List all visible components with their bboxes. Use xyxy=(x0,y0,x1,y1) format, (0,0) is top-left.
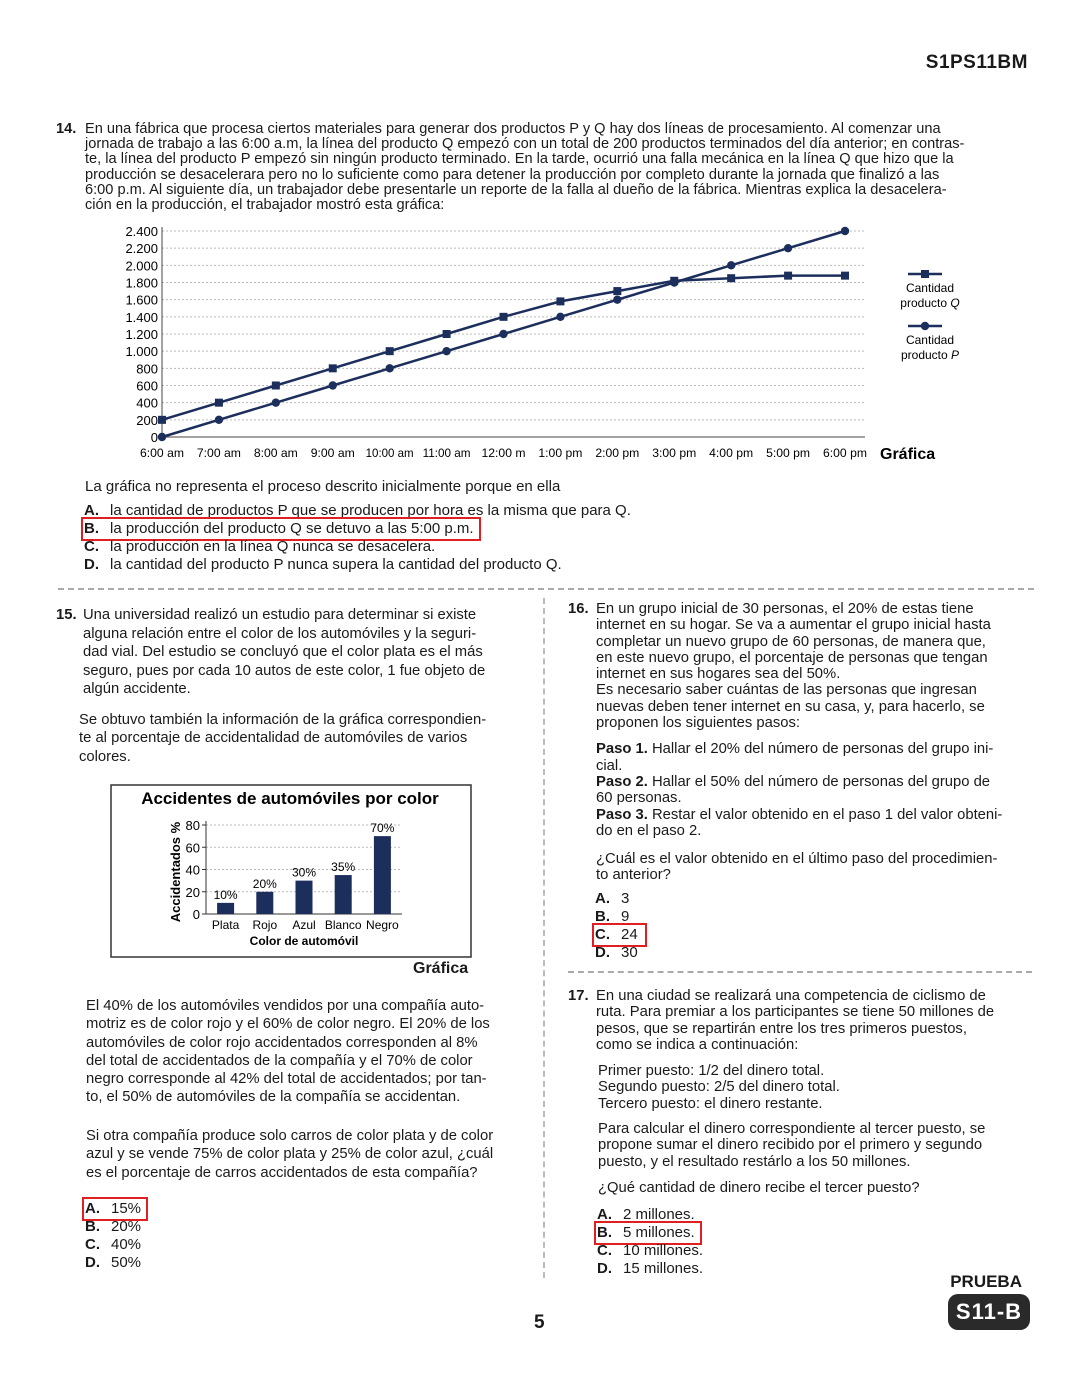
q14-text-line: 6:00 p.m. Al siguiente día, un trabajador debe presentarle un reporte de la falla al dueño de la fábrica. Mientras explica la desacelera- xyxy=(85,181,947,198)
option-text: la cantidad de productos P que se producen por hora es la misma que para Q. xyxy=(110,502,631,519)
q16-steps xyxy=(596,741,1034,839)
bar-value-label: 70% xyxy=(370,821,395,836)
legend-label: Cantidad xyxy=(905,333,955,347)
y-tick-label: 1.800 xyxy=(125,275,158,291)
option-letter: D. xyxy=(85,1254,100,1271)
q14-text-line: jornada de trabajo a las 6:00 a.m, la línea del producto Q empezó con un total de 200 productos terminados del día anterior; en contras- xyxy=(85,136,965,153)
bar-rojo xyxy=(256,892,273,914)
series-line-q xyxy=(162,276,845,420)
text-line: Para calcular el dinero correspondiente al tercer puesto, se xyxy=(598,1121,986,1138)
q16-paragraph-1 xyxy=(596,601,1034,731)
option-letter: A. xyxy=(85,1200,100,1217)
x-tick-label: 1:00 pm xyxy=(538,446,583,460)
text-line: negro corresponde al 42% del total de accidentados; por tan- xyxy=(86,1071,487,1088)
text-line: to, el 50% de automóviles de la compañía se accidentan. xyxy=(86,1089,461,1106)
step-2 xyxy=(596,774,1034,790)
data-point-q xyxy=(386,347,394,355)
text-line: en este nuevo grupo, el porcentaje de personas que tengan xyxy=(596,649,988,666)
bar-value-label: 10% xyxy=(213,887,238,902)
prize-line: Tercero puesto: el dinero restante. xyxy=(598,1095,823,1112)
data-point-p xyxy=(272,398,280,406)
q16-options xyxy=(595,890,644,962)
option-letter: C. xyxy=(595,926,610,943)
q16-question xyxy=(596,851,1034,884)
option-text: 40% xyxy=(111,1236,142,1253)
q15-paragraph-4 xyxy=(86,1127,526,1182)
question-number: 17. xyxy=(568,988,589,1004)
option-d[interactable] xyxy=(595,944,644,962)
text-line: En un grupo inicial de 30 personas, el 20% de estas tiene xyxy=(596,601,974,617)
y-tick-label: 600 xyxy=(136,378,158,394)
q14-text-line: producción se desacelerara pero no lo suficiente como para detener la producción por completo durante la jornada que finalizó a las xyxy=(85,166,940,183)
option-a[interactable] xyxy=(597,1206,703,1224)
data-point-p xyxy=(727,261,735,269)
test-badge: S11-B xyxy=(948,1294,1030,1330)
option-text: 15 millones. xyxy=(623,1260,704,1277)
option-text: 10 millones. xyxy=(623,1242,704,1259)
option-text: 5 millones. xyxy=(623,1224,695,1241)
option-a[interactable] xyxy=(84,502,631,520)
x-tick-label: 2:00 pm xyxy=(595,446,640,460)
text-line: del total de accidentados de la compañía y el 70% de color xyxy=(86,1052,473,1069)
text-line: colores. xyxy=(79,748,131,765)
q14-text-line: En una fábrica que procesa ciertos materiales para generar dos productos P y Q hay dos líneas de procesamiento. Al comenzar una xyxy=(85,121,941,137)
option-text: 9 xyxy=(621,908,630,925)
x-tick-label: 9:00 am xyxy=(310,446,355,460)
q17-prizes xyxy=(598,1063,1034,1112)
q15-graph-label: Gráfica xyxy=(413,960,469,977)
y-tick-label: 60 xyxy=(185,840,200,856)
q17-question: ¿Qué cantidad de dinero recibe el tercer puesto? xyxy=(598,1179,920,1196)
text-line: te al porcentaje de accidentalidad de automóviles de varios xyxy=(79,730,468,746)
question-number: 14. xyxy=(56,121,77,137)
step-text: Hallar el 20% del número de personas del grupo ini- xyxy=(651,741,994,758)
x-tick-label: 6:00 am xyxy=(140,446,185,460)
data-point-q xyxy=(215,399,223,407)
column-divider xyxy=(543,598,545,1278)
option-letter: C. xyxy=(597,1242,612,1259)
y-tick-label: 80 xyxy=(185,818,200,833)
option-letter: C. xyxy=(84,538,99,555)
step-3 xyxy=(596,807,1034,823)
bar-azul xyxy=(296,881,313,914)
text-line: alguna relación entre el color de los automóviles y la seguri- xyxy=(83,625,477,642)
option-text: la producción del producto Q se detuvo a las 5:00 p.m. xyxy=(110,520,474,537)
y-tick-label: 1.000 xyxy=(125,344,158,360)
question-15 xyxy=(56,606,526,766)
y-tick-label: 2.200 xyxy=(125,241,158,257)
step-text: Hallar el 50% del número de personas del grupo de xyxy=(651,773,991,790)
option-text: 50% xyxy=(111,1254,142,1271)
legend-marker-square xyxy=(921,270,929,278)
option-letter: B. xyxy=(597,1224,612,1241)
y-tick-label: 1.400 xyxy=(125,309,158,325)
question-number: 15. xyxy=(56,607,77,623)
option-letter: B. xyxy=(595,908,610,925)
chart-title: Accidentes de automóviles por color xyxy=(141,789,439,808)
data-point-p xyxy=(385,364,393,372)
text-line: automóviles de color rojo accidentados corresponden al 8% xyxy=(86,1034,478,1051)
text-line: como se indica a continuación: xyxy=(596,1036,799,1053)
legend-marker-circle xyxy=(921,322,929,330)
y-tick-label: 2.400 xyxy=(125,224,158,239)
page-number: 5 xyxy=(534,1312,545,1333)
bar-value-label: 35% xyxy=(331,860,356,875)
option-letter: D. xyxy=(84,556,99,573)
step-text: Restar el valor obtenido en el paso 1 del valor obteni- xyxy=(651,806,1003,823)
text-line: propone sumar el dinero recibido por el primero y segundo xyxy=(598,1137,983,1154)
option-text: la producción en la línea Q nunca se desacelera. xyxy=(110,538,436,555)
y-tick-label: 1.600 xyxy=(125,292,158,308)
legend-label: producto P xyxy=(900,348,960,362)
chart-caption: Gráfica xyxy=(880,446,936,463)
question-number: 16. xyxy=(568,601,589,617)
x-tick-label: 11:00 am xyxy=(422,446,471,460)
step-text-cont: cial. xyxy=(596,757,623,774)
q15-paragraph-2 xyxy=(79,711,526,767)
option-d[interactable] xyxy=(597,1260,703,1278)
option-text: 30 xyxy=(621,944,638,961)
option-letter: B. xyxy=(84,520,99,537)
y-tick-label: 20 xyxy=(185,884,200,900)
step-text-cont: do en el paso 2. xyxy=(596,822,702,839)
data-point-p xyxy=(613,295,621,303)
text-line: dad vial. Del estudio se concluyó que el color plata es el más xyxy=(83,644,483,660)
option-text: 3 xyxy=(621,890,630,907)
x-tick-label: 5:00 pm xyxy=(766,446,811,460)
question-14 xyxy=(56,122,1036,213)
x-tick-label: Blanco xyxy=(324,918,362,932)
prize-line: Segundo puesto: 2/5 del dinero total. xyxy=(598,1079,840,1096)
data-point-p xyxy=(442,347,450,355)
data-point-q xyxy=(329,364,337,372)
accidents-bar-chart xyxy=(110,784,472,958)
text-line: Si otra compañía produce solo carros de color plata y de color xyxy=(86,1128,494,1144)
q17-options xyxy=(597,1206,703,1278)
option-letter: D. xyxy=(595,944,610,961)
text-line: proponen los siguientes pasos: xyxy=(596,715,801,732)
prueba-label: PRUEBA xyxy=(950,1272,1022,1291)
question-16 xyxy=(568,601,1034,884)
x-tick-label: Rojo xyxy=(252,918,278,932)
option-letter: A. xyxy=(84,502,99,519)
text-line: azul y se vende 75% de color plata y 25% de color azul, ¿cuál xyxy=(86,1146,494,1163)
q14-options xyxy=(84,502,631,574)
text-line: completar un nuevo grupo de 60 personas, de manera que, xyxy=(596,633,986,650)
option-a-selected[interactable] xyxy=(85,1200,145,1218)
text-line: nuevas deben tener internet en su casa, y, para hacerlo, se xyxy=(596,698,985,715)
data-point-q xyxy=(158,416,166,424)
data-point-q xyxy=(556,297,564,305)
y-tick-label: 200 xyxy=(136,412,158,428)
option-a[interactable] xyxy=(595,890,644,908)
option-text: 2 millones. xyxy=(623,1206,695,1223)
data-point-p xyxy=(784,244,792,252)
y-tick-label: 0 xyxy=(150,430,158,445)
data-point-q xyxy=(443,330,451,338)
y-axis-label: Accidentados % xyxy=(168,821,183,923)
data-point-q xyxy=(784,272,792,280)
option-text: 24 xyxy=(621,926,638,943)
x-tick-label: 4:00 pm xyxy=(709,446,754,460)
option-b-selected[interactable] xyxy=(597,1224,699,1242)
step-label: Paso 1. xyxy=(596,741,648,758)
y-tick-label: 0 xyxy=(192,907,200,922)
option-letter: B. xyxy=(85,1218,100,1235)
q14-text-line: ción en la producción, el trabajador mostró esta gráfica: xyxy=(85,197,445,214)
data-point-p xyxy=(670,278,678,286)
text-line: pesos, que se repartirán entre los tres primeros puestos, xyxy=(596,1020,967,1037)
q15-paragraph-1 xyxy=(83,606,526,699)
option-letter: A. xyxy=(595,890,610,907)
data-point-p xyxy=(556,313,564,321)
text-line: motriz es de color rojo y el 60% de color negro. El 20% de los xyxy=(86,1016,490,1033)
text-line: to anterior? xyxy=(596,867,671,884)
option-letter: D. xyxy=(597,1260,612,1277)
x-tick-label: 3:00 pm xyxy=(652,446,697,460)
text-line: ¿Cuál es el valor obtenido en el último paso del procedimien- xyxy=(596,851,998,868)
text-line: Es necesario saber cuántas de las personas que ingresan xyxy=(596,682,977,699)
y-tick-label: 40 xyxy=(185,862,200,878)
data-point-q xyxy=(272,382,280,390)
x-tick-label: Azul xyxy=(292,918,316,932)
y-tick-label: 2.000 xyxy=(125,258,158,274)
data-point-p xyxy=(215,416,223,424)
text-line: es el porcentaje de carros accidentados de esta compañía? xyxy=(86,1164,478,1181)
data-point-p xyxy=(158,433,166,441)
x-tick-label: 7:00 am xyxy=(196,446,241,460)
legend-label: producto Q xyxy=(900,296,960,310)
option-c[interactable] xyxy=(84,538,631,556)
text-line: seguro, pues por cada 10 autos de este color, 1 fue objeto de xyxy=(83,662,486,679)
section-divider xyxy=(58,588,1034,590)
question-17 xyxy=(568,988,1034,1196)
data-point-p xyxy=(329,381,337,389)
text-line: Una universidad realizó un estudio para determinar si existe xyxy=(83,607,477,623)
bar-blanco xyxy=(335,875,352,914)
option-b[interactable] xyxy=(595,908,644,926)
data-point-p xyxy=(841,227,849,235)
text-line: algún accidente. xyxy=(83,681,191,697)
y-tick-label: 400 xyxy=(136,395,158,411)
step-text-cont: 60 personas. xyxy=(596,790,682,807)
data-point-q xyxy=(500,313,508,321)
x-tick-label: 6:00 pm xyxy=(823,446,868,460)
bar-value-label: 20% xyxy=(252,876,277,891)
option-c[interactable] xyxy=(85,1236,145,1254)
text-line: internet en su hogar. Se va a aumentar el grupo inicial hasta xyxy=(596,617,991,634)
option-text: 15% xyxy=(111,1200,142,1217)
text-line: puesto, y el resultado restárlo a los 50 millones. xyxy=(598,1153,911,1170)
bar-value-label: 30% xyxy=(291,865,317,880)
option-b-selected[interactable] xyxy=(84,520,478,538)
text-line: Se obtuvo también la información de la gráfica correspondien- xyxy=(79,711,487,728)
data-point-q xyxy=(727,274,735,282)
option-c[interactable] xyxy=(597,1242,703,1260)
text-line: internet en sus hogares sea del 50%. xyxy=(596,666,841,683)
q17-paragraph-2 xyxy=(598,1121,1034,1170)
step-label: Paso 2. xyxy=(596,773,648,790)
option-d[interactable] xyxy=(85,1254,145,1272)
x-tick-label: Plata xyxy=(211,918,240,932)
x-tick-label: 10:00 am xyxy=(365,446,414,460)
data-point-q xyxy=(613,287,621,295)
text-line: El 40% de los automóviles vendidos por una compañía auto- xyxy=(86,998,485,1014)
x-tick-label: 8:00 am xyxy=(253,446,298,460)
option-b[interactable] xyxy=(85,1218,145,1236)
production-line-chart xyxy=(110,218,970,468)
q14-prompt: La gráfica no representa el proceso descrito inicialmente porque en ella xyxy=(85,478,561,495)
y-tick-label: 800 xyxy=(136,361,158,377)
text-line: En una ciudad se realizará una competencia de ciclismo de xyxy=(596,988,986,1004)
step-1 xyxy=(596,741,1034,757)
option-text: 20% xyxy=(111,1218,142,1235)
x-tick-label: Negro xyxy=(366,918,399,932)
data-point-p xyxy=(499,330,507,338)
section-divider xyxy=(568,971,1032,973)
prize-line: Primer puesto: 1/2 del dinero total. xyxy=(598,1063,825,1080)
step-label: Paso 3. xyxy=(596,806,648,823)
y-tick-label: 1.200 xyxy=(125,327,158,342)
x-tick-label: 12:00 m xyxy=(481,446,526,460)
legend-label: Cantidad xyxy=(905,281,955,295)
option-d[interactable] xyxy=(84,556,631,574)
document-code: S1PS11BM xyxy=(925,52,1028,73)
q14-text-line: te, la línea del producto P empezó sin ningún producto terminado. En la tarde, ocurrió una falla mecánica en la línea Q que hizo que la xyxy=(85,151,954,168)
q17-paragraph-1 xyxy=(596,988,1034,1053)
bar-plata xyxy=(217,903,234,914)
q15-paragraph-3 xyxy=(86,997,526,1107)
text-line: ruta. Para premiar a los participantes se tiene 50 millones de xyxy=(596,1004,995,1021)
option-letter: A. xyxy=(597,1206,612,1223)
option-text: la cantidad del producto P nunca supera la cantidad del producto Q. xyxy=(110,556,562,573)
option-c-selected[interactable] xyxy=(595,926,644,944)
x-axis-label: Color de automóvil xyxy=(249,934,359,948)
data-point-q xyxy=(841,272,849,280)
bar-negro xyxy=(374,836,391,914)
q15-options xyxy=(85,1200,145,1272)
option-letter: C. xyxy=(85,1236,100,1253)
